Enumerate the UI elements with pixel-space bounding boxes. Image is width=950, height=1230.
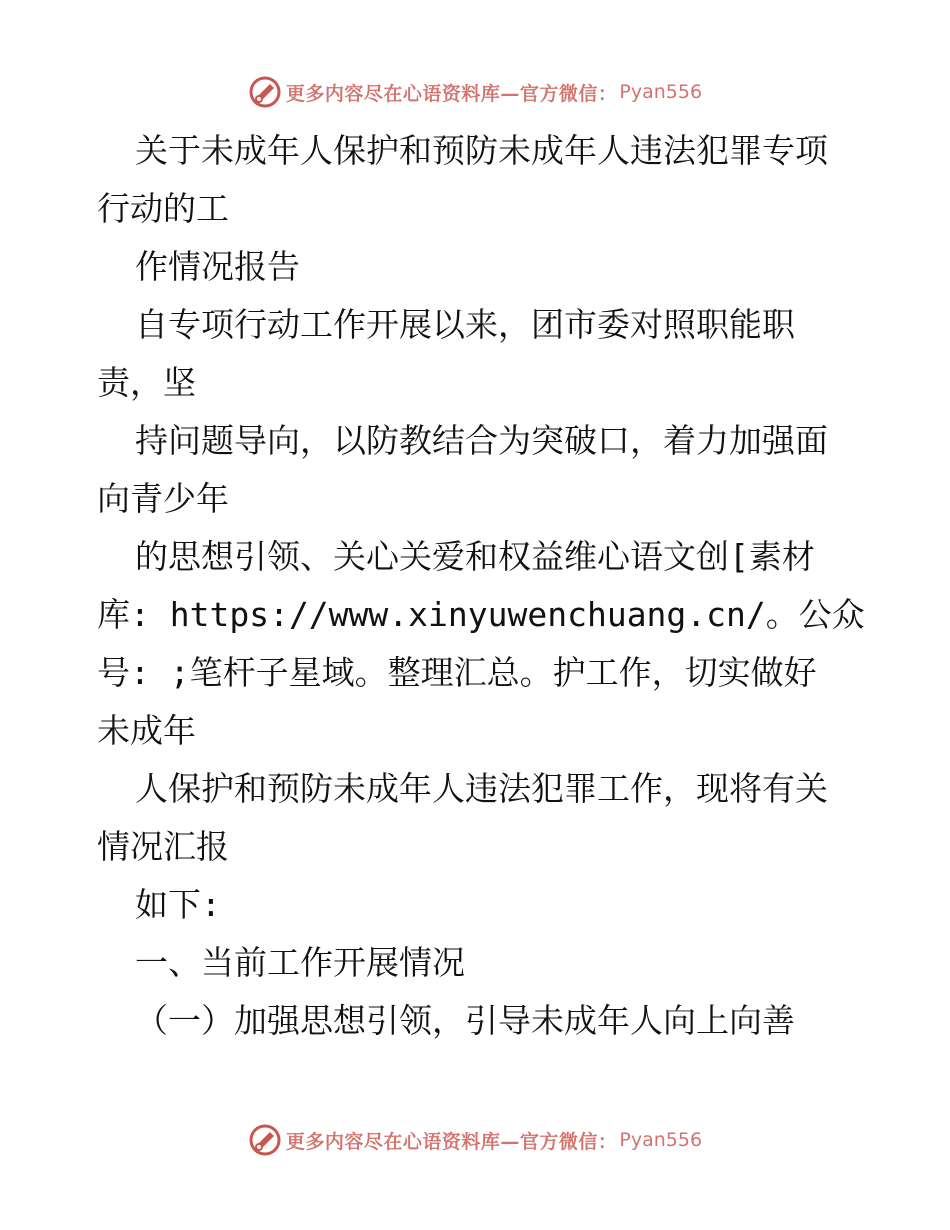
- document-line: 如下:: [135, 885, 221, 924]
- document-line: 库: https://www.xinyuwenchuang.cn/。公众: [97, 595, 865, 634]
- document-line: 一、当前工作开展情况: [135, 943, 465, 982]
- document-line: 作情况报告: [135, 247, 300, 286]
- document-line: 号: ;笔杆子星域。整理汇总。护工作，切实做好: [97, 653, 817, 692]
- document-line: 情况汇报: [97, 827, 229, 866]
- document-line: 责，坚: [97, 363, 196, 402]
- document-line: 人保护和预防未成年人违法犯罪工作，现将有关: [135, 769, 828, 808]
- document-line: 未成年: [97, 711, 196, 750]
- document-line: （一）加强思想引领，引导未成年人向上向善: [135, 1001, 795, 1040]
- document-line: 关于未成年人保护和预防未成年人违法犯罪专项: [135, 131, 828, 170]
- brand-logo-icon: [248, 75, 282, 109]
- document-line: 行动的工: [97, 189, 229, 228]
- document-line: 持问题导向，以防教结合为突破口，着力加强面: [135, 421, 828, 460]
- header-banner: [0, 72, 950, 112]
- document-line: 的思想引领、关心关爱和权益维心语文创[素材: [135, 537, 815, 576]
- banner-text: 更多内容尽在心语资料库—官方微信：: [285, 82, 618, 105]
- footer-banner: [0, 1120, 950, 1160]
- document-line: 自专项行动工作开展以来，团市委对照职能职: [135, 305, 795, 344]
- brand-logo-icon: [248, 1123, 282, 1157]
- banner-wechat-id: Pyan556: [619, 81, 703, 103]
- document-line: 向青少年: [97, 479, 229, 518]
- banner-text: 更多内容尽在心语资料库—官方微信：: [285, 1130, 618, 1153]
- document-body: [97, 122, 865, 1050]
- banner-wechat-id: Pyan556: [619, 1129, 703, 1151]
